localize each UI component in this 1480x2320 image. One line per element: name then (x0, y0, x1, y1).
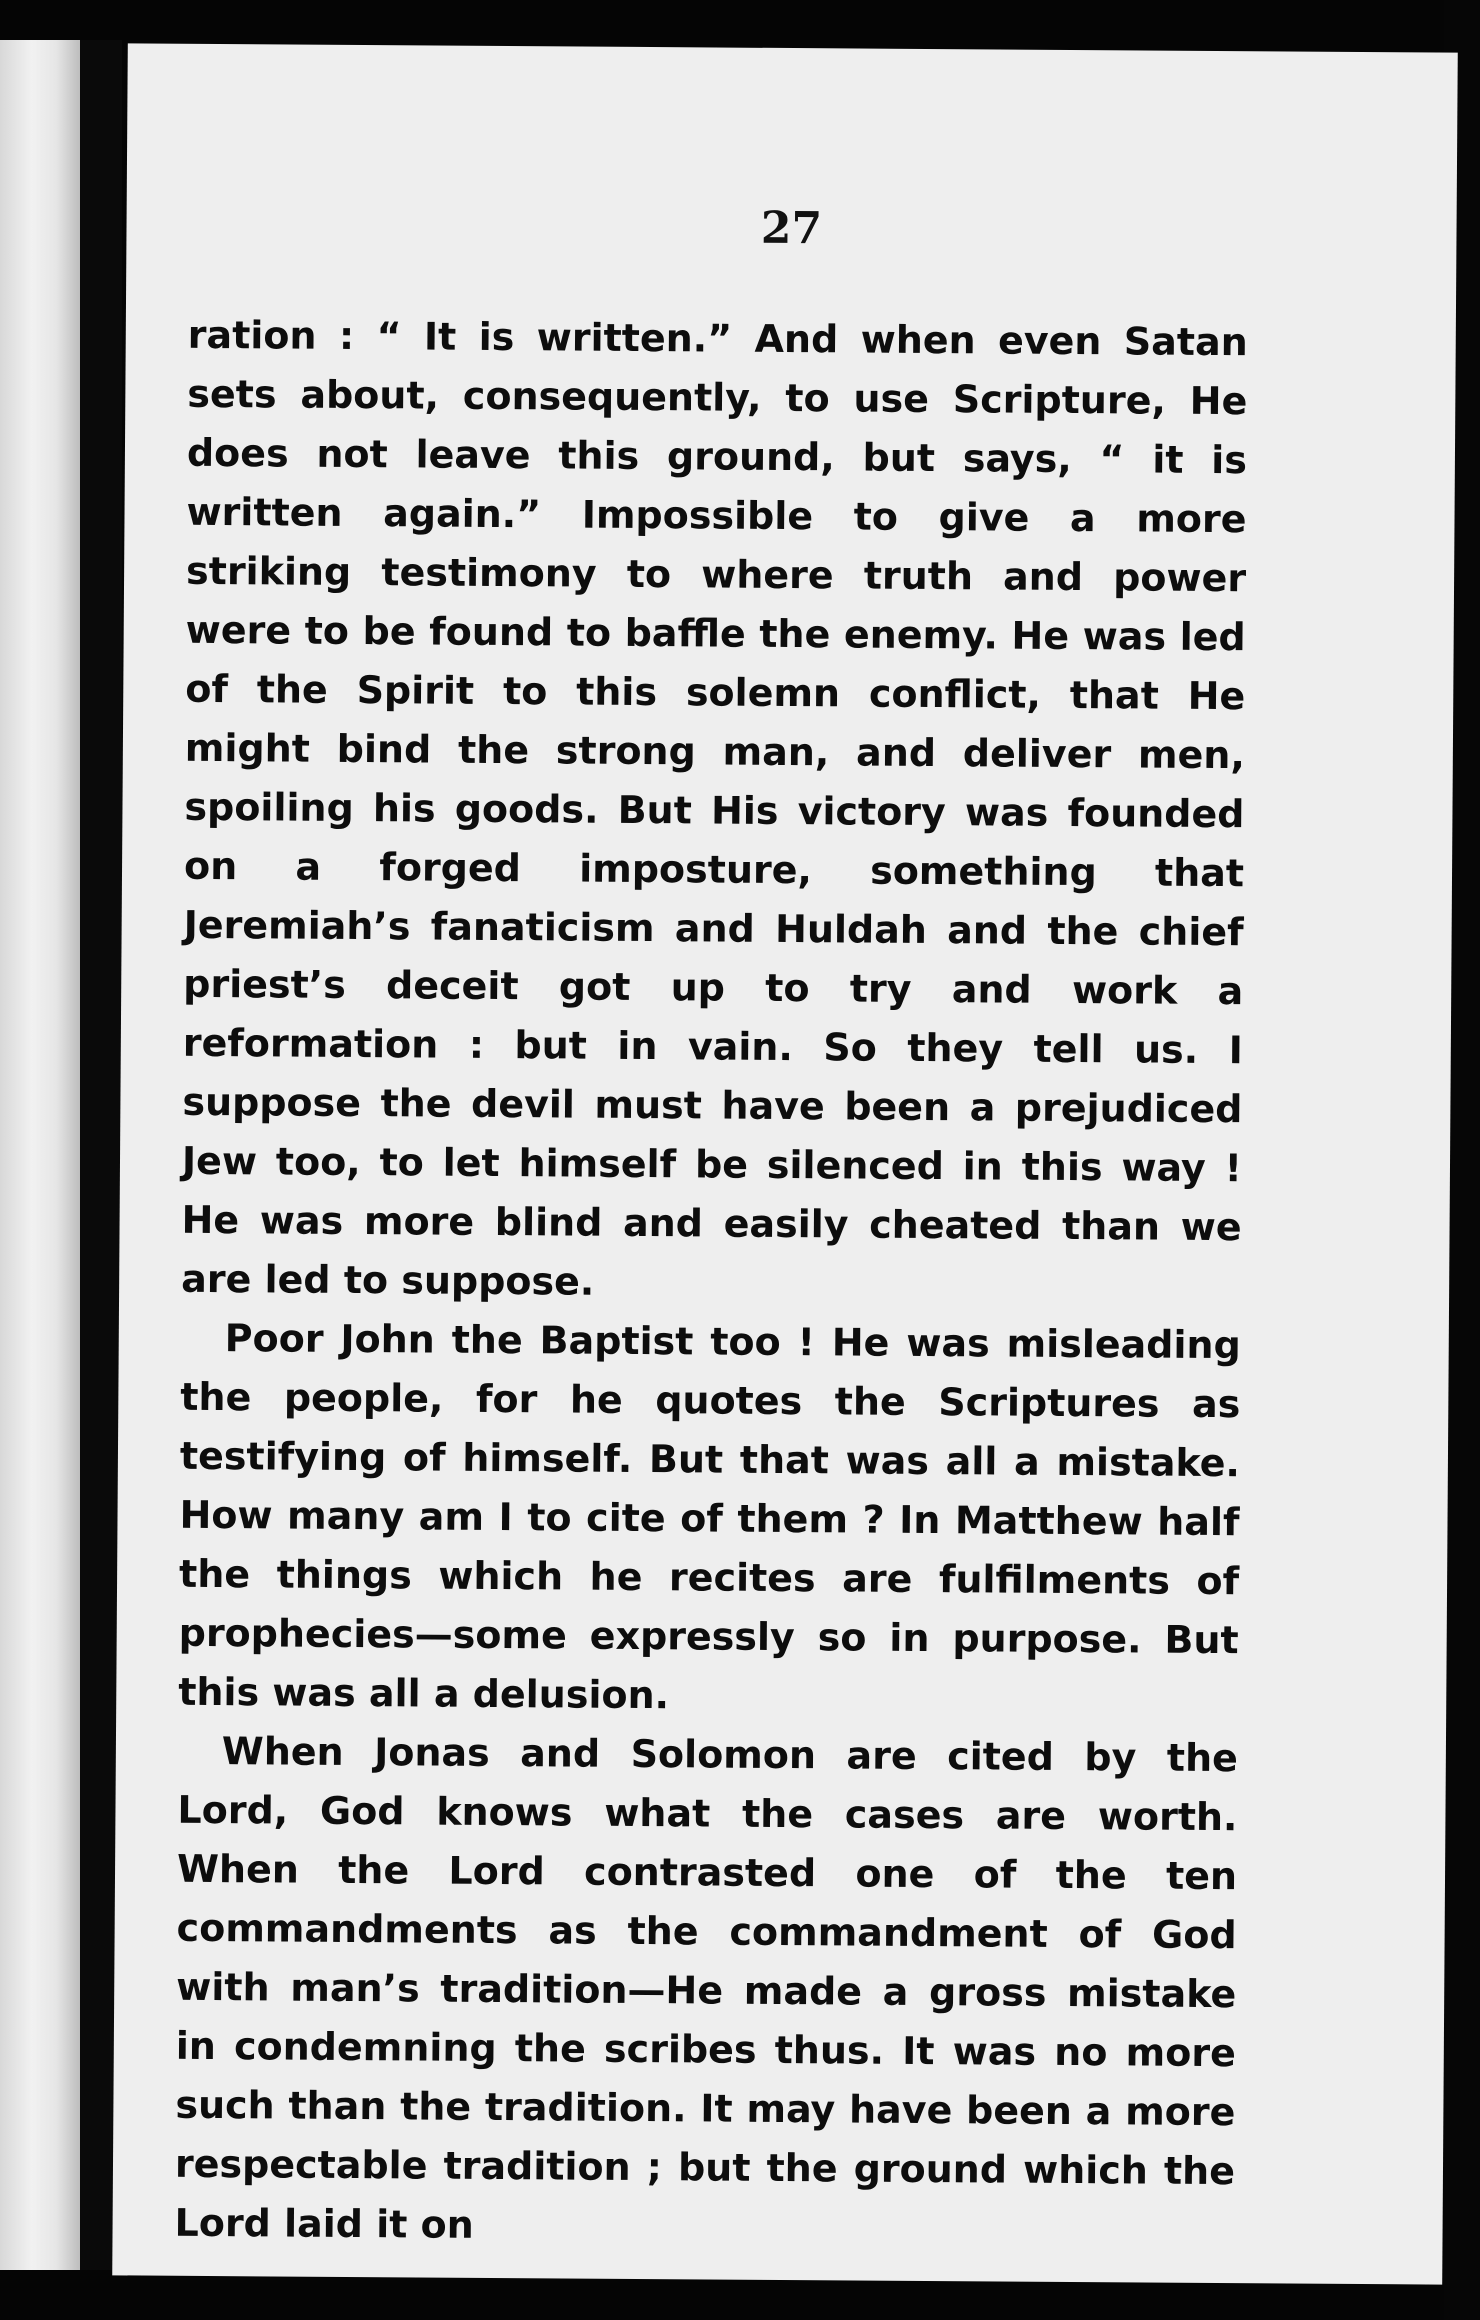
paragraph-2: Poor John the Baptist too ! He was misleading the people, for he quotes the Scriptures as testifying of himself. But that was all a mistake. How many am I to cite of them ? In Matthew half the things which he recites are fulfilments of prophecies—some expressly so in purpose. But this was all a delusion. (178, 1316, 1241, 1718)
page-number: 27 (760, 202, 823, 255)
page-sheet (112, 43, 1458, 2284)
facing-page-edge (0, 40, 80, 2270)
page-body (174, 306, 1248, 2260)
paragraph-3: When Jonas and Solomon are cited by the Lord, God knows what the cases are worth. When the Lord contrasted one of the ten commandments as the commandment of God with man’s tradition—He made a gross mistake in condemning the scribes thus. It was no more such than the tradition. It may have been a more respectable tradition ; but the ground which the Lord laid it on (174, 1729, 1239, 2247)
paragraph-1: ration : “ It is written.” And when even Satan sets about, consequently, to use Scripture, He does not leave this ground, but says, “ it is written again.” Impossible to give a more striking testimony to where truth and power were to be found to baffle the enemy. He was led of the Spirit to this solemn conflict, that He might bind the strong man, and deliver men, spoiling his goods. But His victory was founded on a forged imposture, something that Jeremiah’s fanaticism and Huldah and the chief priest’s deceit got up to try and work a reformation : but in vain. So they tell us. I suppose the devil must have been a prejudiced Jew too, to let himself be silenced in this way ! He was more blind and easily cheated than we are led to suppose. (181, 312, 1248, 1304)
